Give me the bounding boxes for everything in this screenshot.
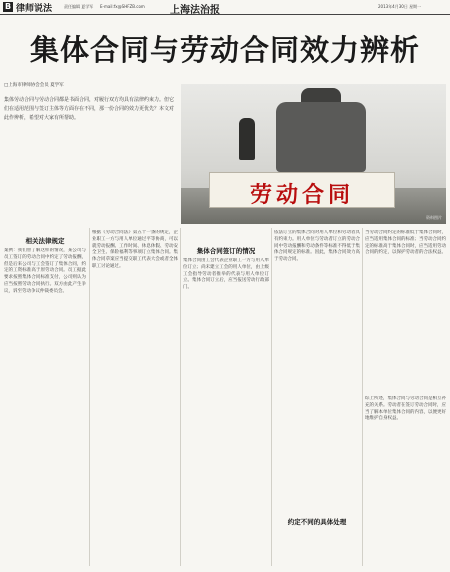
person-figure [239, 118, 255, 160]
section-logo: B [4, 2, 12, 11]
article-summary: 集体劳动合同与劳动合同都是书面合同，对履行双方均具有法律约束力。但它们在适用范围与签订主体等方面存在不同，那一份合同的效力更优先？本文对此作辨析，希望对大家有所帮助。 [4, 97, 175, 121]
issue-date: 2013年4月30日 星期一 [378, 4, 422, 9]
subhead-handling: 约定不同的具体处理 [287, 518, 347, 526]
article-column-6: 综上所述，集体合同与劳动合同是相互补充的关系。劳动者在签订劳动合同时，应当了解本单位集体合同的内容，以便更好地维护自身权益。 [365, 396, 446, 422]
editor-credit: 责任编辑 夏学军 [64, 4, 94, 9]
article-column-3: 集体合同由工会代表企业职工一方与用人单位订立；尚未建立工会的用人单位，由上级工会指导劳动者推举的代表与用人单位订立。集体合同订立后，应当报送劳动行政部门。 [183, 258, 269, 291]
page-header [0, 0, 450, 15]
column-rule [180, 228, 181, 566]
stamp-figure [276, 102, 366, 172]
column-rule [271, 228, 272, 566]
article-byline: □上海市律师协会会员 夏学军 [4, 83, 64, 88]
article-column-1: 案例：我们曾了解这样的情况，某公司与员工签订的劳动合同中约定了劳动报酬，但是后来公司与工会签订了集体合同，约定的工资标准高于原劳动合同。员工据此要求按照集体合同标准支付，公司则认为应当按照劳动合同执行。双方由此产生争议，诉至劳动争议仲裁委员会。 [4, 248, 86, 294]
section-title: 律师说法 [16, 4, 53, 14]
article-title: 集体合同与劳动合同效力辨析 [29, 33, 420, 67]
photo-credit: 资料图片 [426, 215, 442, 220]
email-address: E-mail:fx@SHFZB.com [100, 4, 145, 9]
photo-card [209, 172, 395, 208]
subhead-signing: 集体合同签订的情况 [196, 247, 256, 255]
subhead-legal: 相关法律规定 [25, 237, 65, 245]
photo-label: 劳动合同 [249, 182, 354, 208]
column-rule [362, 228, 363, 566]
article-column-4: 依法订立的集体合同对用人单位和劳动者具有约束力。用人单位与劳动者订立的劳动合同中劳动报酬和劳动条件等标准不得低于集体合同规定的标准。因此，集体合同效力高于劳动合同。 [274, 230, 360, 263]
article-column-2: 根据《劳动合同法》第五十一条的规定，企业职工一方与用人单位通过平等协商，可以就劳动报酬、工作时间、休息休假、劳动安全卫生、保险福利等事项订立集体合同。集体合同草案应当提交职工代表大会或者全体职工讨论通过。 [92, 230, 178, 269]
article-column-5: 当劳动合同约定的标准低于集体合同时，应当适用集体合同的标准；当劳动合同约定的标准高于集体合同时，应当适用劳动合同的约定，以保护劳动者的合法权益。 [365, 230, 446, 256]
newspaper-masthead: 上海法治报 [170, 5, 220, 16]
column-rule [89, 228, 90, 566]
article-photo [181, 84, 446, 224]
